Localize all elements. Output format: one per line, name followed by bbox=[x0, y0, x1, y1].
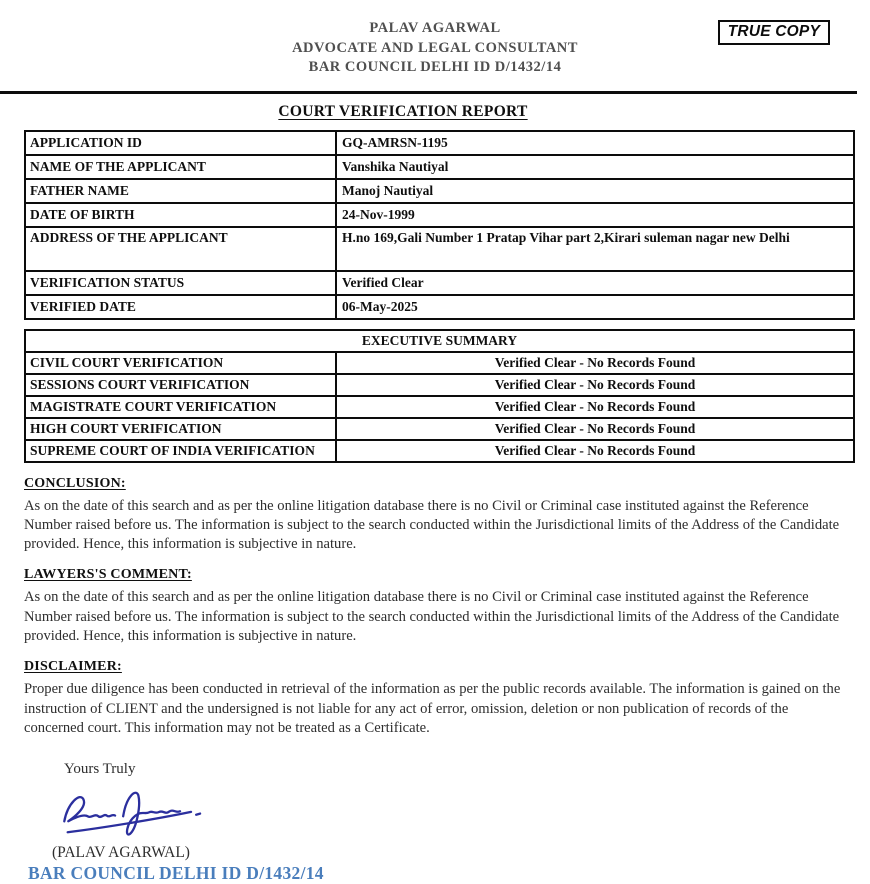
row-label: ADDRESS OF THE APPLICANT bbox=[25, 227, 336, 271]
row-label: SUPREME COURT OF INDIA VERIFICATION bbox=[25, 440, 336, 462]
report-title-row bbox=[24, 103, 782, 121]
conclusion-section bbox=[24, 476, 853, 555]
bar-council-id-footer: BAR COUNCIL DELHI ID D/1432/14 bbox=[28, 863, 324, 884]
signature-icon bbox=[56, 783, 206, 841]
table-row bbox=[25, 352, 854, 374]
table-row bbox=[25, 131, 854, 155]
row-value: Verified Clear - No Records Found bbox=[336, 396, 854, 418]
table-row bbox=[25, 227, 854, 271]
row-label: MAGISTRATE COURT VERIFICATION bbox=[25, 396, 336, 418]
report-title: COURT VERIFICATION REPORT bbox=[278, 102, 528, 120]
row-label: VERIFIED DATE bbox=[25, 295, 336, 319]
table-row bbox=[25, 203, 854, 227]
conclusion-heading: CONCLUSION: bbox=[24, 475, 126, 491]
row-value: Manoj Nautiyal bbox=[336, 179, 854, 203]
table-row bbox=[25, 396, 854, 418]
lawyers-comment-heading: LAWYERS'S COMMENT: bbox=[24, 567, 192, 583]
row-label: SESSIONS COURT VERIFICATION bbox=[25, 374, 336, 396]
conclusion-body: As on the date of this search and as per the online litigation database there is no Civil or Criminal case instituted against the Reference Number raised before us. The information is subject to the search conducted within the Jurisdictional limits of the Address of the Candidate provided. Hence, this information is subjective in nature. bbox=[24, 497, 840, 553]
header-divider bbox=[0, 91, 857, 94]
row-value: 06-May-2025 bbox=[336, 295, 854, 319]
row-label: DATE OF BIRTH bbox=[25, 203, 336, 227]
row-label: CIVIL COURT VERIFICATION bbox=[25, 352, 336, 374]
table-header-row bbox=[25, 330, 854, 352]
lawyers-comment-section bbox=[24, 567, 853, 646]
disclaimer-section bbox=[24, 659, 853, 738]
lawyers-comment-body: As on the date of this search and as per the online litigation database there is no Civil or Criminal case instituted against the Reference Number raised before us. The information is subject to the search conducted within the Jurisdictional limits of the Address of the Candidate provided. Hence, this information is subjective in nature. bbox=[24, 589, 840, 644]
advocate-name: PALAV AGARWAL bbox=[369, 20, 501, 36]
row-value: 24-Nov-1999 bbox=[336, 203, 854, 227]
salutation: Yours Truly bbox=[64, 761, 136, 778]
row-value: GQ-AMRSN-1195 bbox=[336, 131, 854, 155]
table-row bbox=[25, 295, 854, 319]
row-value: Verified Clear bbox=[336, 271, 854, 295]
row-value: Verified Clear - No Records Found bbox=[336, 352, 854, 374]
true-copy-label: TRUE COPY bbox=[727, 23, 820, 40]
disclaimer-heading: DISCLAIMER: bbox=[24, 659, 122, 675]
executive-summary-table bbox=[24, 329, 855, 463]
table-row bbox=[25, 155, 854, 179]
table-row bbox=[25, 418, 854, 440]
disclaimer-body: Proper due diligence has been conducted in retrieval of the information as per the public records available. The information is gained on the instruction of CLIENT and the undersigned is not liable for any act of error, omission, deletion or non publication of records of the concerned court. This information may not be treated as a Certificate. bbox=[24, 681, 841, 736]
executive-summary-heading: EXECUTIVE SUMMARY bbox=[25, 330, 854, 352]
table-row bbox=[25, 440, 854, 462]
table-row bbox=[25, 374, 854, 396]
row-value: Verified Clear - No Records Found bbox=[336, 418, 854, 440]
row-label: HIGH COURT VERIFICATION bbox=[25, 418, 336, 440]
row-label: VERIFICATION STATUS bbox=[25, 271, 336, 295]
row-label: NAME OF THE APPLICANT bbox=[25, 155, 336, 179]
row-value: Verified Clear - No Records Found bbox=[336, 374, 854, 396]
row-label: APPLICATION ID bbox=[25, 131, 336, 155]
applicant-details-table bbox=[24, 130, 855, 320]
row-label: FATHER NAME bbox=[25, 179, 336, 203]
table-row bbox=[25, 179, 854, 203]
bar-council-id-header: BAR COUNCIL DELHI ID D/1432/14 bbox=[308, 59, 562, 75]
advocate-designation: ADVOCATE AND LEGAL CONSULTANT bbox=[292, 39, 578, 56]
signatory-name: (PALAV AGARWAL) bbox=[52, 844, 190, 862]
row-value: H.no 169,Gali Number 1 Pratap Vihar part 2,Kirari suleman nagar new Delhi bbox=[336, 227, 854, 271]
row-value: Vanshika Nautiyal bbox=[336, 155, 854, 179]
row-value: Verified Clear - No Records Found bbox=[336, 440, 854, 462]
true-copy-stamp bbox=[718, 20, 830, 45]
table-row bbox=[25, 271, 854, 295]
